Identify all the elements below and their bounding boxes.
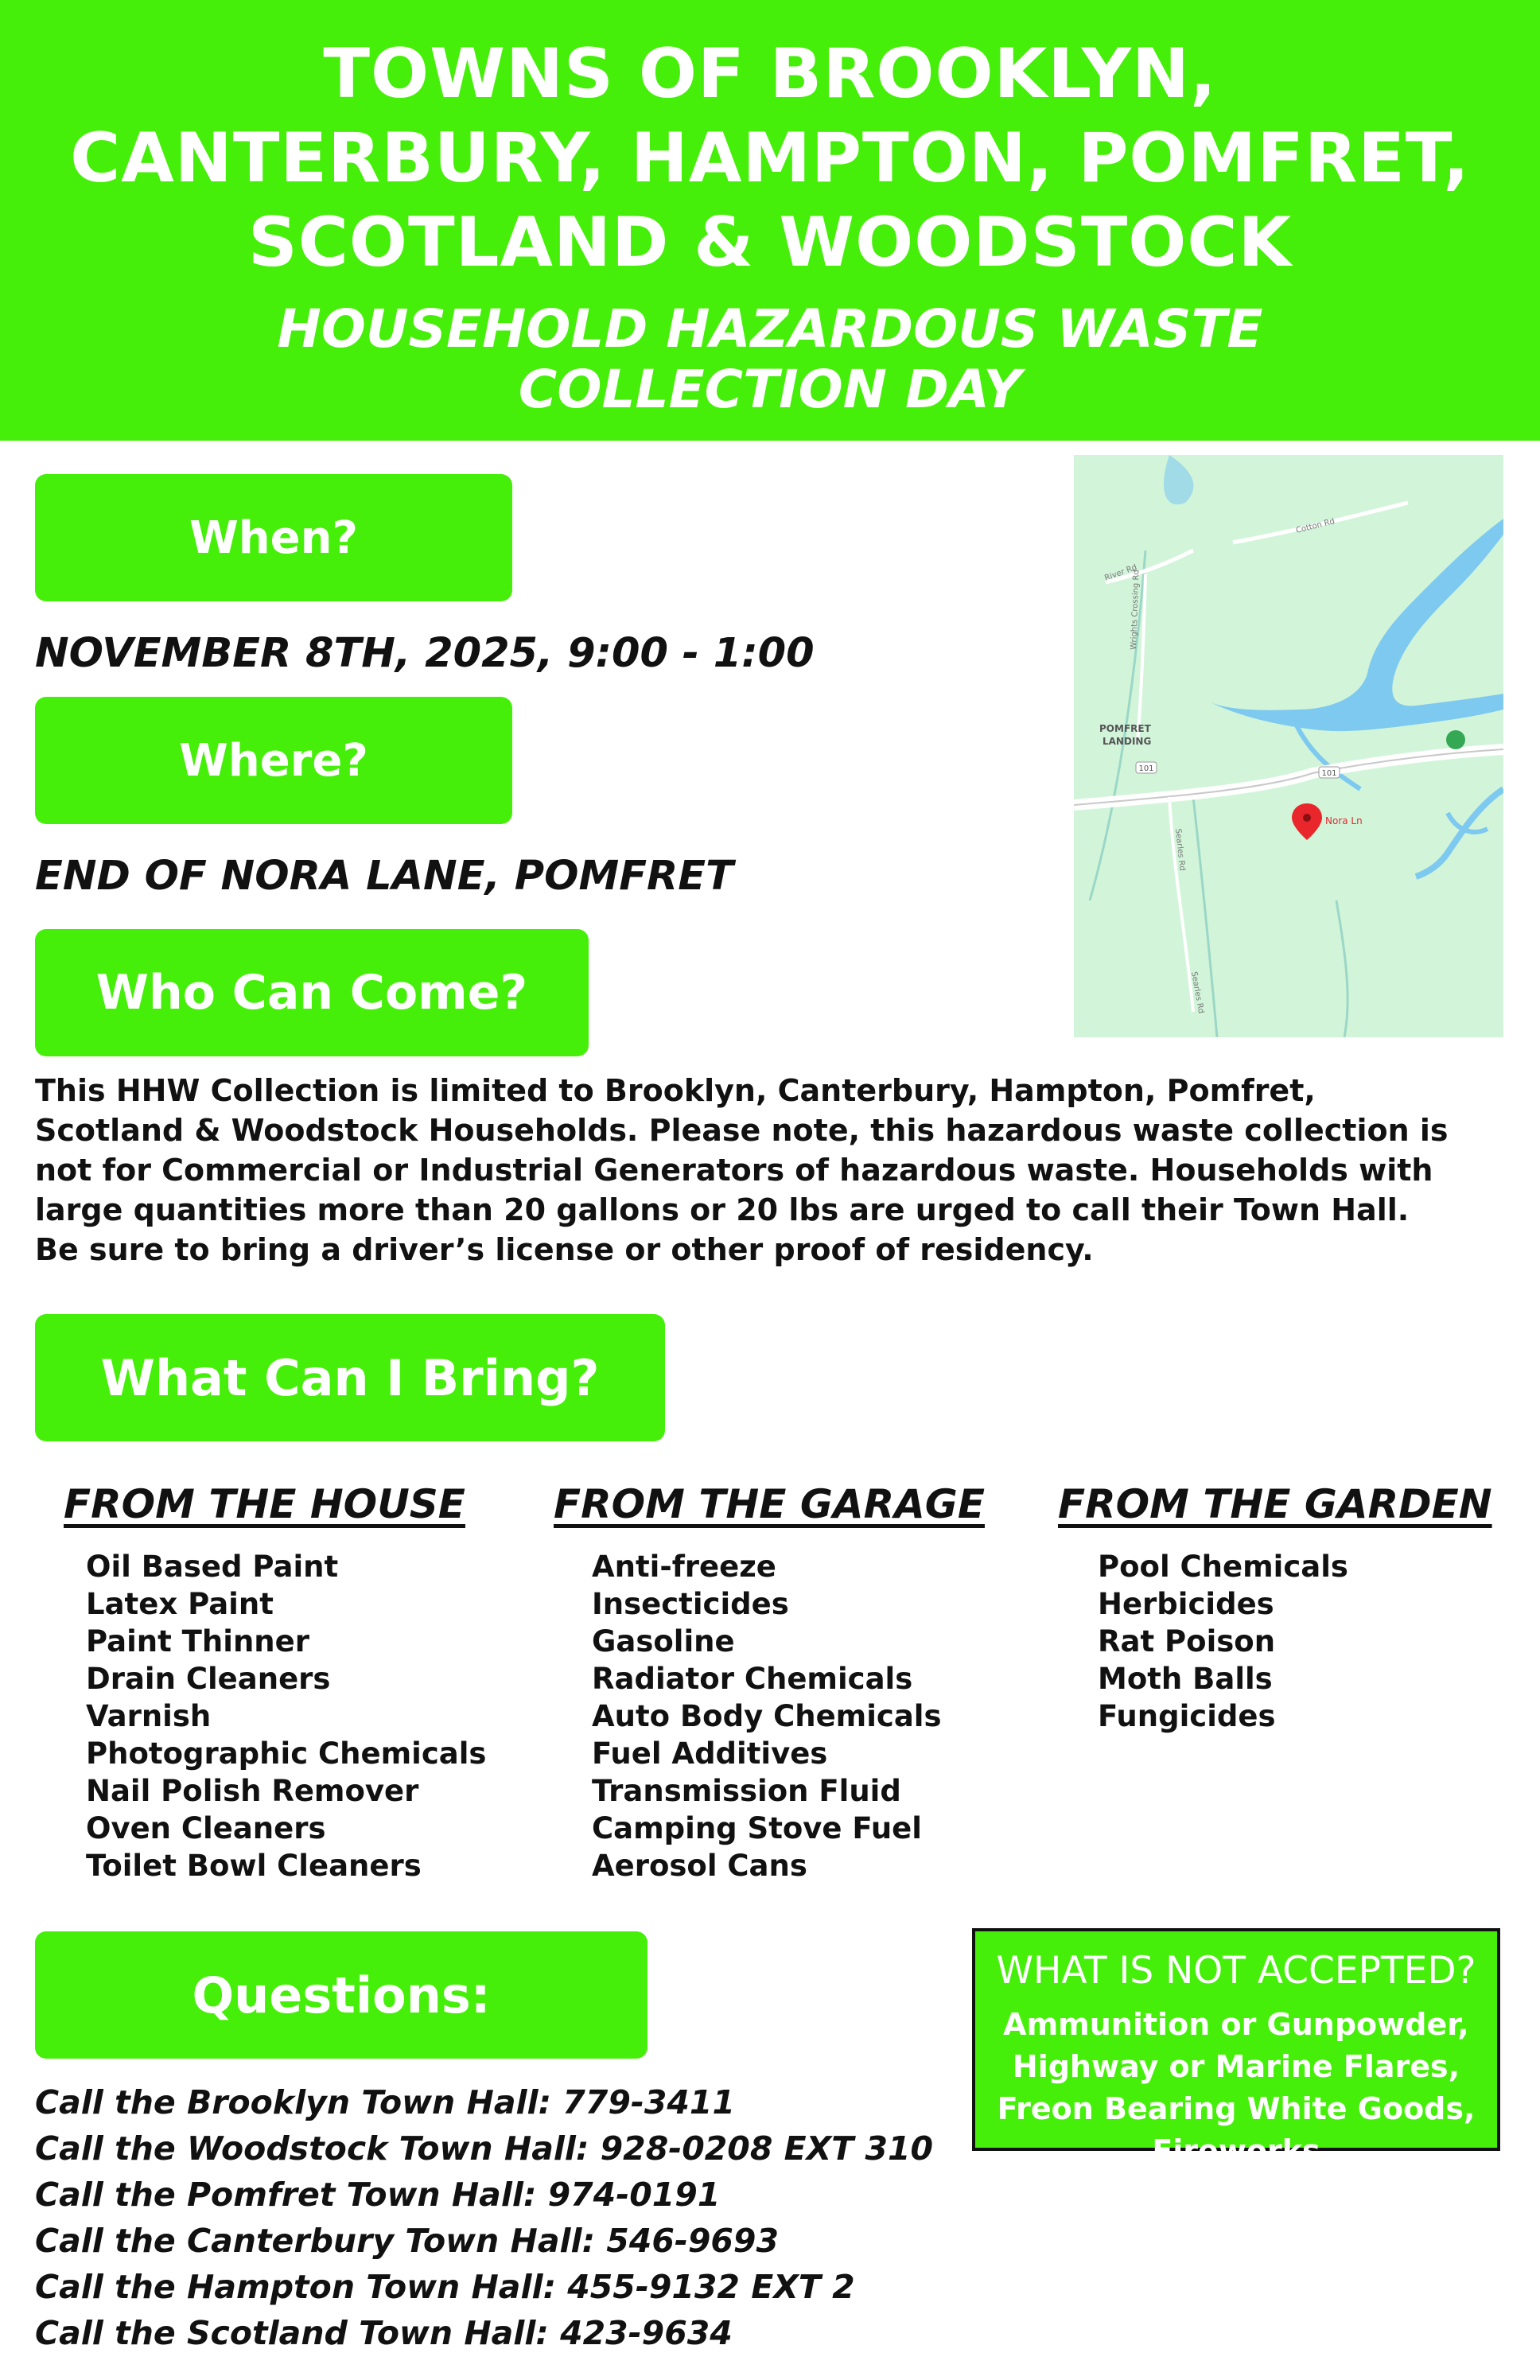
list-item: Anti-freeze <box>592 1550 776 1584</box>
map-graphic <box>1074 455 1503 1037</box>
map-place-label: POMFRET <box>1099 723 1151 734</box>
eligibility-text <box>35 1071 1515 1270</box>
map-road-label: Cotton Rd <box>1295 517 1336 535</box>
list-item: Gasoline <box>592 1624 735 1659</box>
questions-heading: Questions: <box>35 1931 648 2059</box>
list-item: Nail Polish Remover <box>86 1774 419 1808</box>
when-heading: When? <box>35 474 512 601</box>
route-shield-label: 101 <box>1321 769 1337 778</box>
list-item: Latex Paint <box>86 1587 274 1621</box>
towns-title-line: CANTERBURY, HAMPTON, POMFRET, <box>70 119 1470 198</box>
not-accepted-list <box>975 2004 1497 2172</box>
garden-items-list <box>1098 1548 1348 1735</box>
who-heading: Who Can Come? <box>35 929 589 1056</box>
list-item: Radiator Chemicals <box>592 1662 913 1696</box>
where-heading: Where? <box>35 697 512 824</box>
subtitle-line: HOUSEHOLD HAZARDOUS WASTE <box>277 298 1263 360</box>
contact-line: Call the Brooklyn Town Hall: 779-3411 <box>35 2083 735 2121</box>
contact-line: Call the Pomfret Town Hall: 974-0191 <box>35 2176 721 2214</box>
pin-dot <box>1303 814 1311 822</box>
list-item: Rat Poison <box>1098 1624 1276 1659</box>
where-value: END OF NORA LANE, POMFRET <box>35 853 733 900</box>
not-accepted-item: Highway or Marine Flares, <box>1012 2049 1460 2084</box>
subtitle-line: COLLECTION DAY <box>518 359 1022 420</box>
list-item: Aerosol Cans <box>592 1849 807 1883</box>
map-road-label: Wrights Crossing Rd <box>1130 570 1141 651</box>
list-item: Oven Cleaners <box>86 1811 326 1845</box>
list-item: Herbicides <box>1098 1587 1274 1621</box>
eligibility-line: not for Commercial or Industrial Generators of hazardous waste. Households with <box>35 1153 1433 1188</box>
contact-line: Call the Scotland Town Hall: 423-9634 <box>35 2314 733 2352</box>
contact-line: Call the Hampton Town Hall: 455-9132 EXT 2 <box>35 2268 855 2306</box>
contact-line: Call the Woodstock Town Hall: 928-0208 EXT 310 <box>35 2129 934 2168</box>
river-channel <box>1416 789 1503 877</box>
map-road-label: River Rd <box>1103 562 1138 583</box>
list-item: Camping Stove Fuel <box>592 1811 922 1845</box>
list-item: Photographic Chemicals <box>86 1736 487 1771</box>
list-item: Paint Thinner <box>86 1624 309 1659</box>
house-items-list <box>86 1548 486 1884</box>
when-value: NOVEMBER 8TH, 2025, 9:00 - 1:00 <box>35 630 815 677</box>
towns-title <box>0 32 1540 285</box>
map-road-label: Searles Rd <box>1173 828 1187 872</box>
park-marker-icon <box>1446 730 1465 749</box>
list-item: Varnish <box>86 1699 212 1733</box>
list-item: Drain Cleaners <box>86 1662 331 1696</box>
not-accepted-item: Ammunition or Gunpowder, <box>1003 2007 1469 2042</box>
garden-column-heading: FROM THE GARDEN <box>1058 1481 1492 1527</box>
list-item: Toilet Bowl Cleaners <box>86 1849 422 1883</box>
garage-items-list <box>592 1548 942 1884</box>
eligibility-line: This HHW Collection is limited to Brooklyn, Canterbury, Hampton, Pomfret, <box>35 1073 1316 1108</box>
event-subtitle <box>0 299 1540 420</box>
location-map[interactable] <box>1074 455 1503 1037</box>
not-accepted-title: WHAT IS NOT ACCEPTED? <box>996 1949 1476 1993</box>
route-shield-label: 101 <box>1138 764 1154 773</box>
list-item: Oil Based Paint <box>86 1550 339 1584</box>
header-banner <box>0 0 1540 441</box>
towns-title-line: SCOTLAND & WOODSTOCK <box>247 203 1293 282</box>
list-item: Fungicides <box>1098 1699 1276 1733</box>
not-accepted-item: Fireworks <box>1152 2133 1320 2168</box>
list-item: Pool Chemicals <box>1098 1550 1348 1584</box>
garage-column-heading: FROM THE GARAGE <box>554 1481 985 1527</box>
list-item: Fuel Additives <box>592 1736 828 1771</box>
contact-line: Call the Canterbury Town Hall: 546-9693 <box>35 2222 779 2260</box>
map-road-label: Searles Rd <box>1189 970 1206 1015</box>
list-item: Moth Balls <box>1098 1662 1273 1696</box>
route-101-road <box>1074 749 1503 805</box>
map-place-label: LANDING <box>1102 736 1152 747</box>
towns-title-line: TOWNS OF BROOKLYN, <box>323 34 1217 114</box>
stream-line <box>1336 900 1348 1037</box>
eligibility-line: Scotland & Woodstock Households. Please note, this hazardous waste collection is <box>35 1113 1449 1148</box>
pond-shape <box>1164 455 1193 504</box>
river-shape <box>1209 519 1503 731</box>
house-column-heading: FROM THE HOUSE <box>64 1481 465 1527</box>
town-hall-contacts <box>35 2079 933 2356</box>
not-accepted-item: Freon Bearing White Goods, <box>997 2091 1476 2126</box>
eligibility-line: large quantities more than 20 gallons or 20 lbs are urged to call their Town Hall. <box>35 1192 1410 1227</box>
list-item: Auto Body Chemicals <box>592 1699 942 1733</box>
list-item: Insecticides <box>592 1587 789 1621</box>
not-accepted-box <box>972 1928 1500 2168</box>
list-item: Transmission Fluid <box>592 1774 901 1808</box>
eligibility-line: Be sure to bring a driver’s license or other proof of residency. <box>35 1232 1094 1267</box>
map-pin-label: Nora Ln <box>1325 815 1363 826</box>
bring-heading: What Can I Bring? <box>35 1314 665 1441</box>
